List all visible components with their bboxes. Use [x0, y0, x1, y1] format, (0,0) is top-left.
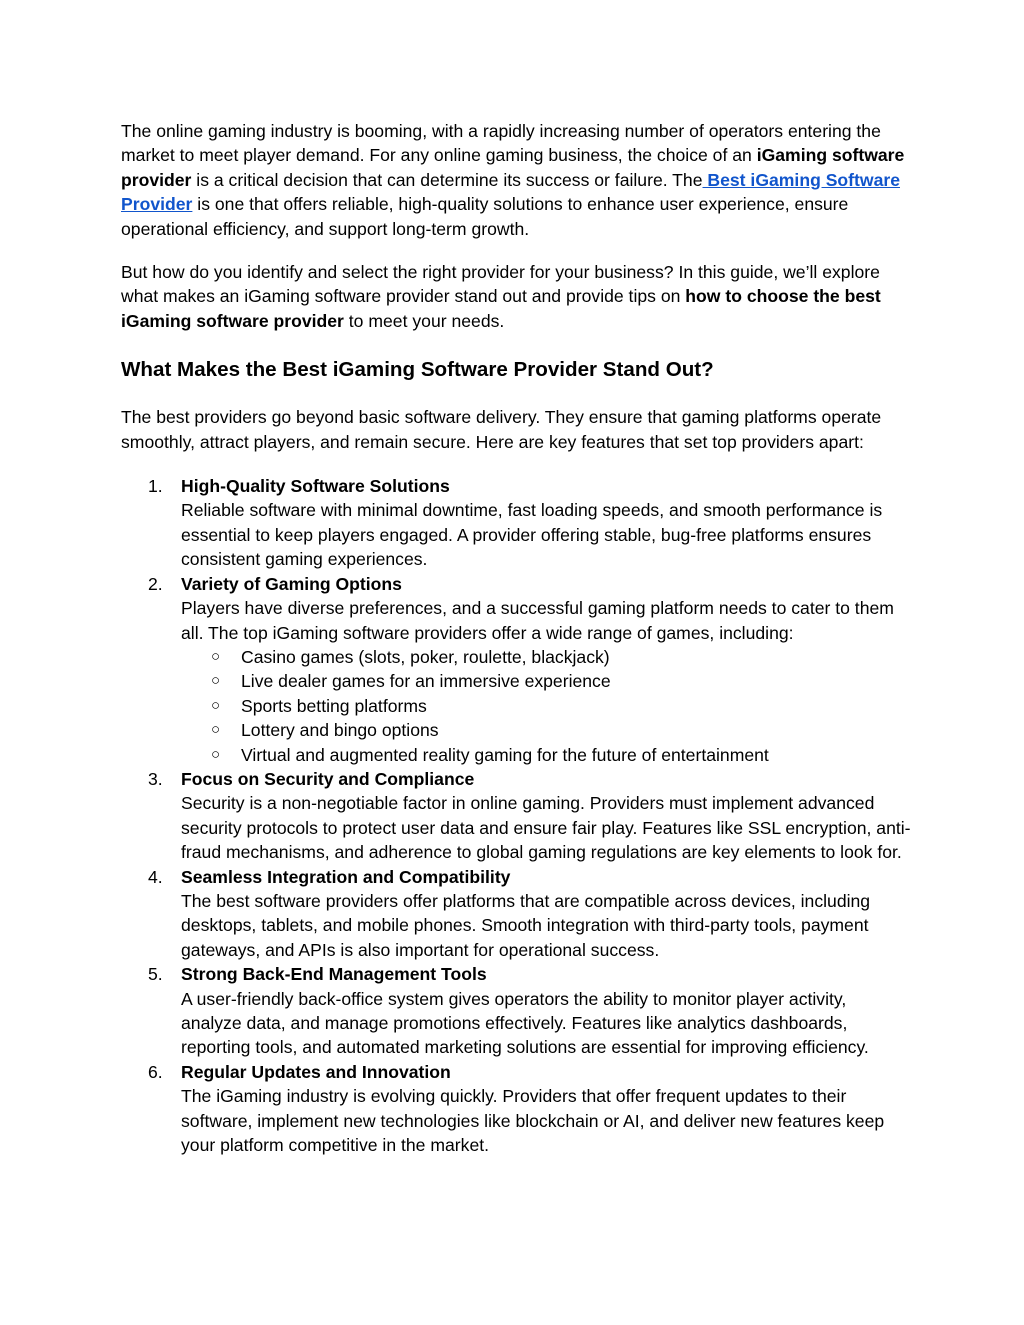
intro-paragraph [121, 119, 911, 241]
feature-number: 1. [148, 476, 163, 497]
feature-title: Variety of Gaming Options [181, 573, 402, 594]
circle-bullet-icon: ○ [211, 696, 221, 714]
intro-text-3: is one that offers reliable, high-quality solutions to enhance user experience, ensure operational efficiency, and support long-term growth. [121, 194, 849, 239]
game-type-item [181, 694, 911, 718]
game-type-label: Lottery and bingo options [241, 720, 439, 741]
feature-title: Seamless Integration and Compatibility [181, 866, 511, 887]
feature-item [121, 572, 911, 767]
game-type-label: Sports betting platforms [241, 695, 427, 716]
feature-description: The best software providers offer platforms that are compatible across devices, including desktops, tablets, and mobile phones. Smooth integration with third-party tools, payment gateways, and APIs is also important for operational success. [181, 890, 871, 960]
feature-number: 5. [148, 964, 163, 985]
circle-bullet-icon: ○ [211, 721, 221, 739]
feature-number: 6. [148, 1061, 163, 1082]
game-type-item [181, 645, 911, 669]
intro-text-2: is a critical decision that can determine its success or failure. The [191, 169, 703, 190]
second-text-1: But how do you identify and select the right provider for your business? In this guide, we’ll explore what makes an iGaming software provider stand out and provide tips on [121, 262, 880, 307]
feature-description: Reliable software with minimal downtime, fast loading speeds, and smooth performance is essential to keep players engaged. A provider offering stable, bug-free platforms ensures consistent gaming experiences. [181, 500, 883, 570]
circle-bullet-icon: ○ [211, 672, 221, 690]
game-type-item [181, 743, 911, 767]
circle-bullet-icon: ○ [211, 745, 221, 763]
feature-item [121, 962, 911, 1060]
features-list [121, 474, 911, 1157]
game-type-label: Casino games (slots, poker, roulette, blackjack) [241, 646, 610, 667]
second-paragraph [121, 260, 911, 333]
game-type-item [181, 669, 911, 693]
best-igaming-provider-link[interactable]: Best iGaming Software Provider [121, 169, 900, 215]
feature-description: The iGaming industry is evolving quickly. Providers that offer frequent updates to their software, implement new technologies like blockchain or AI, and deliver new features keep your platform competitive in the market. [181, 1086, 885, 1156]
feature-title: Focus on Security and Compliance [181, 768, 475, 789]
feature-description: Security is a non-negotiable factor in online gaming. Providers must implement advanced security protocols to protect user data and ensure fair play. Features like SSL encryption, anti-fraud mechanisms, and adherence to global gaming regulations are key elements to look for. [181, 793, 911, 863]
feature-item [121, 865, 911, 963]
game-types-list [181, 645, 911, 767]
second-text-2: to meet your needs. [343, 310, 505, 331]
feature-item [121, 474, 911, 572]
section-heading: What Makes the Best iGaming Software Provider Stand Out? [121, 358, 714, 382]
second-bold-how-to: how to choose the best iGaming software provider [121, 286, 881, 331]
intro-text-1: The online gaming industry is booming, with a rapidly increasing number of operators entering the market to meet player demand. For any online gaming business, the choice of an [121, 121, 881, 166]
document-page [121, 119, 911, 1157]
game-type-label: Virtual and augmented reality gaming for the future of entertainment [241, 744, 769, 765]
feature-title: Regular Updates and Innovation [181, 1061, 451, 1082]
feature-number: 2. [148, 573, 163, 594]
feature-title: Strong Back-End Management Tools [181, 964, 487, 985]
game-type-item [181, 718, 911, 742]
feature-number: 4. [148, 866, 163, 887]
feature-number: 3. [148, 768, 163, 789]
feature-description: Players have diverse preferences, and a successful gaming platform needs to cater to them all. The top iGaming software providers offer a wide range of games, including: [181, 598, 894, 643]
lead-paragraph: The best providers go beyond basic software delivery. They ensure that gaming platforms operate smoothly, attract players, and remain secure. Here are key features that set top providers apart: [121, 407, 882, 452]
feature-item [121, 1060, 911, 1158]
circle-bullet-icon: ○ [211, 647, 221, 665]
intro-bold-provider: iGaming software provider [121, 145, 905, 190]
feature-item [121, 767, 911, 865]
feature-title: High-Quality Software Solutions [181, 476, 450, 497]
feature-description: A user-friendly back-office system gives operators the ability to monitor player activity, analyze data, and manage promotions effectively. Features like analytics dashboards, reporting tools, and automated marketing solutions are essential for improving efficiency. [181, 988, 869, 1058]
game-type-label: Live dealer games for an immersive experience [241, 671, 611, 692]
